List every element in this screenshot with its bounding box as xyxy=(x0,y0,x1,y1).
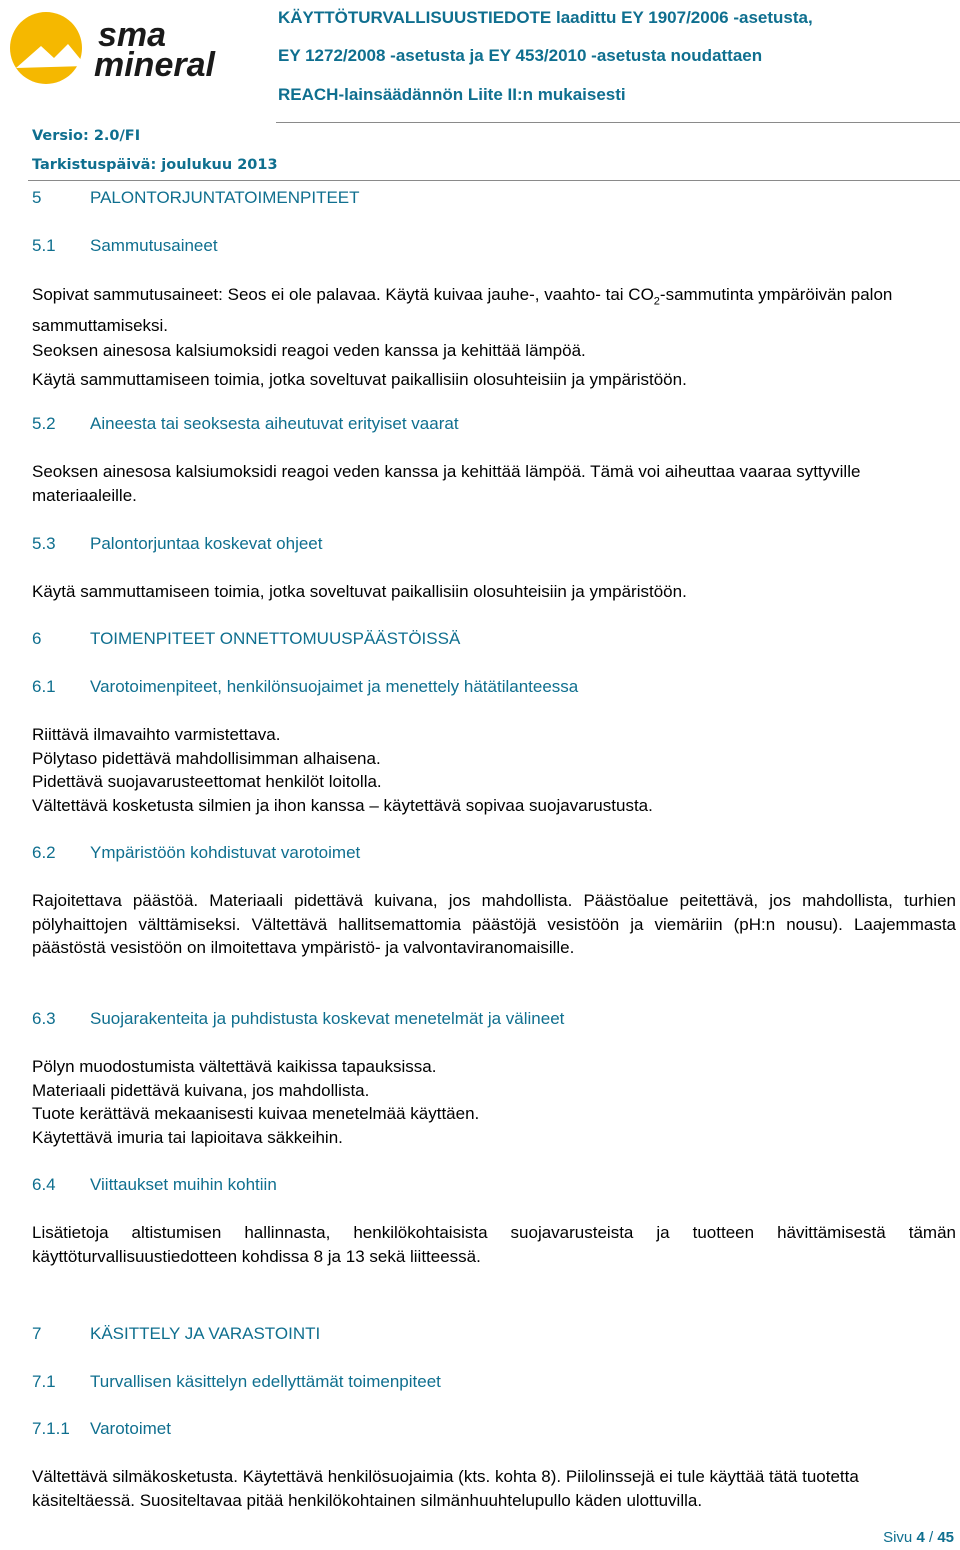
version-label: Versio: 2.0/FI xyxy=(32,128,141,144)
section-title: KÄSITTELY JA VARASTOINTI xyxy=(90,1324,321,1343)
section-title: Sammutusaineet xyxy=(90,236,218,255)
logo-text-sma: sma xyxy=(98,16,167,54)
header-title-line1: KÄYTTÖTURVALLISUUSTIEDOTE laadittu EY 1907/2006 -asetusta, xyxy=(278,8,813,27)
list-item: Pidettävä suojavarusteettomat henkilöt loitolla. xyxy=(32,772,382,791)
section-title: Ympäristöön kohdistuvat varotoimet xyxy=(90,843,361,862)
section-number: 6 xyxy=(32,629,42,648)
paragraph: Käytä sammuttamiseen toimia, jotka soveltuvat paikallisiin olosuhteisiin ja ympäristöön. xyxy=(32,369,687,389)
section-7-heading xyxy=(32,1322,956,1346)
section-title: Suojarakenteita ja puhdistusta koskevat menetelmät ja välineet xyxy=(90,1009,565,1028)
section-number: 6.1 xyxy=(32,677,56,696)
section-title: PALONTORJUNTATOIMENPITEET xyxy=(90,188,360,207)
header-divider xyxy=(276,122,960,123)
header-title-line3: REACH-lainsäädännön Liite II:n mukaisesti xyxy=(278,85,626,104)
section-title: Varotoimenpiteet, henkilönsuojaimet ja menettely hätätilanteessa xyxy=(90,677,579,696)
section-5-1-body xyxy=(32,283,956,391)
section-5-heading xyxy=(32,186,956,210)
list-item: Riittävä ilmavaihto varmistettava. xyxy=(32,725,281,744)
section-number: 6.3 xyxy=(32,1009,56,1028)
section-7-1-1-body: Vältettävä silmäkosketusta. Käytettävä henkilösuojaimia (kts. kohta 8). Piilolinssejä ei tule käyttää tätä tuotetta käsiteltäessä. Suositeltavaa pitää henkilökohtainen silmänhuuhtelupullo käden ulottuvilla. xyxy=(32,1467,859,1510)
section-6-1-heading xyxy=(32,675,956,699)
section-5-2-heading xyxy=(32,412,956,436)
section-title: Viittaukset muihin kohtiin xyxy=(90,1175,277,1194)
paragraph: Sopivat sammutusaineet: Seos ei ole palavaa. Käytä kuivaa jauhe-, vaahto- tai $CO_2$-sammutinta ympäröivän palon sammuttamiseksi. xyxy=(32,285,893,335)
paragraph: Seoksen ainesosa kalsiumoksidi reagoi veden kanssa ja kehittää lämpöä. xyxy=(32,341,586,361)
section-5-2-body: Seoksen ainesosa kalsiumoksidi reagoi veden kanssa ja kehittää lämpöä. Tämä voi aiheuttaa vaaraa syttyville materiaaleille. xyxy=(32,462,861,505)
section-6-4-heading xyxy=(32,1173,956,1197)
section-number: 7.1 xyxy=(32,1372,56,1391)
section-7-1-1-heading xyxy=(32,1417,956,1441)
list-item: Tuote kerättävä mekaanisesti kuivaa menetelmää käyttäen. xyxy=(32,1104,480,1123)
header-divider-lower xyxy=(28,180,960,181)
section-title: TOIMENPITEET ONNETTOMUUSPÄÄSTÖISSÄ xyxy=(90,629,461,648)
list-item: Käytettävä imuria tai lapioitava säkkeihin. xyxy=(32,1127,343,1147)
list-item: Pölytaso pidettävä mahdollisimman alhaisena. xyxy=(32,748,381,768)
list-item: Materiaali pidettävä kuivana, jos mahdollista. xyxy=(32,1080,370,1100)
section-title: Varotoimet xyxy=(90,1419,171,1438)
review-date-label: Tarkistuspäivä: joulukuu 2013 xyxy=(32,157,278,173)
section-6-heading xyxy=(32,627,956,651)
logo-text-mineral: mineral xyxy=(94,46,215,84)
section-7-1-heading xyxy=(32,1370,956,1394)
section-title: Aineesta tai seoksesta aiheutuvat erityiset vaarat xyxy=(90,414,459,433)
section-title: Palontorjuntaa koskevat ohjeet xyxy=(90,534,323,553)
section-number: 5.2 xyxy=(32,414,56,433)
header-title-line2: EY 1272/2008 -asetusta ja EY 453/2010 -asetusta noudattaen xyxy=(278,46,763,65)
company-logo xyxy=(6,8,266,88)
section-6-2-heading xyxy=(32,841,956,865)
section-5-1-heading xyxy=(32,234,956,258)
section-6-4-body: Lisätietoja altistumisen hallinnasta, henkilökohtaisista suojavarusteista ja tuotteen hävittämisestä tämän käyttöturvallisuustiedotteen kohdissa 8 ja 13 sekä liitteessä. xyxy=(32,1223,956,1266)
section-number: 7 xyxy=(32,1324,42,1343)
section-number: 6.2 xyxy=(32,843,56,862)
section-6-2-body: Rajoitettava päästöä. Materiaali pidettävä kuivana, jos mahdollista. Päästöalue peitettävä, jos mahdollista, turhien pölyhaittojen välttämiseksi. Vältettävä hallitsemattomia päästöjä vesistöön ja viemäriin (pH:n nousu). Laajemmasta päästöstä vesistöön on ilmoitettava ympäristö- ja valvontaviranomaisille. xyxy=(32,891,956,957)
section-5-3-body: Käytä sammuttamiseen toimia, jotka soveltuvat paikallisiin olosuhteisiin ja ympäristöön. xyxy=(32,582,687,601)
list-item: Vältettävä kosketusta silmien ja ihon kanssa – käytettävä sopivaa suojavarustusta. xyxy=(32,795,653,815)
section-number: 6.4 xyxy=(32,1175,56,1194)
section-number: 5.1 xyxy=(32,236,56,255)
list-item: Pölyn muodostumista vältettävä kaikissa tapauksissa. xyxy=(32,1057,437,1076)
section-5-3-heading xyxy=(32,532,956,556)
section-number: 5.3 xyxy=(32,534,56,553)
section-number: 7.1.1 xyxy=(32,1419,70,1438)
section-6-3-body xyxy=(32,1055,956,1149)
section-6-1-body xyxy=(32,723,956,817)
section-6-3-heading xyxy=(32,1007,956,1031)
section-number: 5 xyxy=(32,188,42,207)
page-number: Sivu 4 / 45 xyxy=(883,1529,954,1546)
section-title: Turvallisen käsittelyn edellyttämät toimenpiteet xyxy=(90,1372,441,1391)
